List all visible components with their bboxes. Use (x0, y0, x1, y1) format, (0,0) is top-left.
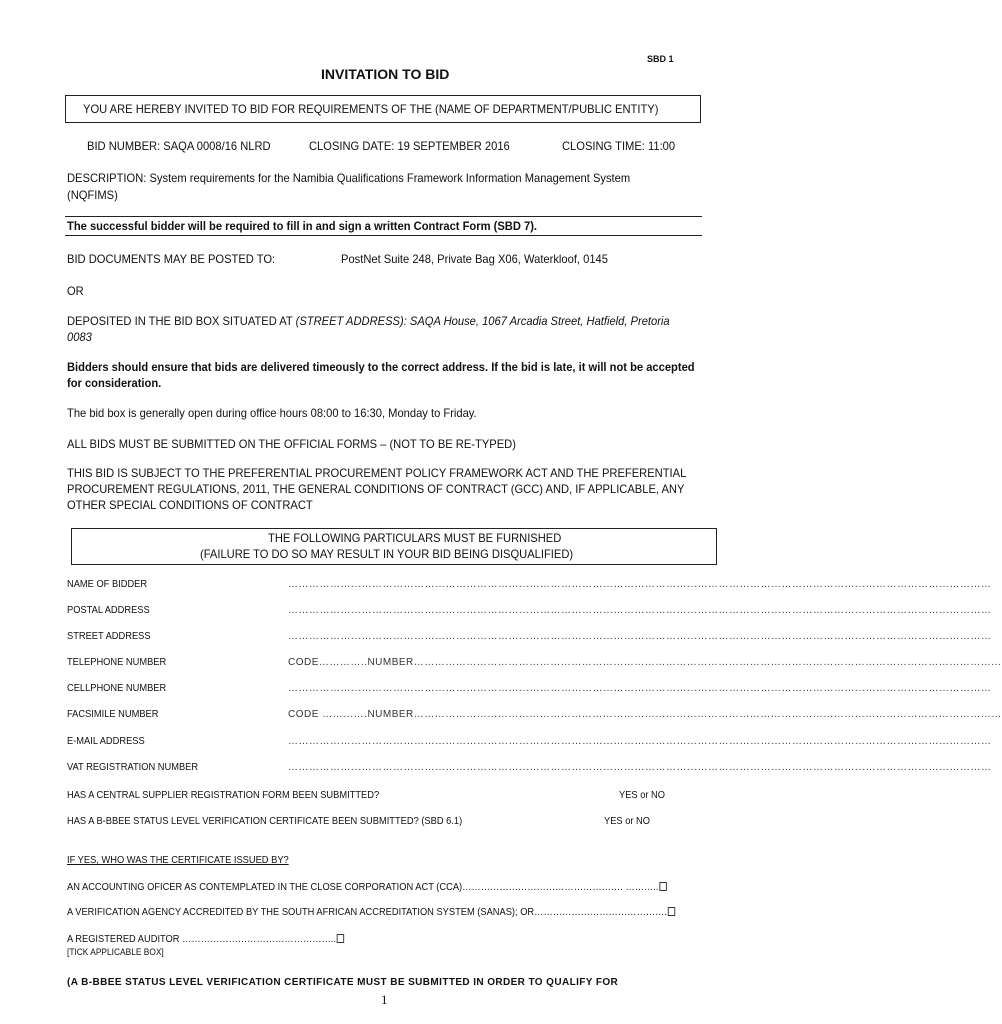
vat-field[interactable]: ………………………………………………………………………………………………………………………………………………………………………………… (288, 762, 992, 773)
contract-notice: The successful bidder will be required to fill in and sign a written Contract Form (SBD 7). (67, 219, 538, 233)
invitation-box (65, 95, 701, 123)
posted-to-address: PostNet Suite 248, Private Bag X06, Waterkloof, 0145 (341, 252, 608, 266)
name-of-bidder-label: NAME OF BIDDER (67, 579, 148, 590)
description-line2: (NQFIMS) (67, 188, 118, 202)
postal-address-label: POSTAL ADDRESS (67, 605, 150, 616)
page-title: INVITATION TO BID (321, 66, 450, 82)
facsimile-field[interactable]: CODE ………….NUMBER…………………………………………………………………………………………………………………………………………………… (288, 709, 1002, 720)
closing-date: CLOSING DATE: 19 SEPTEMBER 2016 (309, 139, 510, 153)
certificate-option-sanas-text: A VERIFICATION AGENCY ACCREDITED BY THE SOUTH AFRICAN ACCREDITATION SYSTEM (SANAS); OR……………………………………. (67, 907, 667, 918)
cca-checkbox[interactable] (659, 882, 666, 891)
invitation-text: YOU ARE HEREBY INVITED TO BID FOR REQUIREMENTS OF THE (NAME OF DEPARTMENT/PUBLIC ENTITY) (83, 102, 659, 116)
bbbee-bottom-notice: (A B-BBEE STATUS LEVEL VERIFICATION CERTIFICATE MUST BE SUBMITTED IN ORDER TO QUALIFY FOR (67, 977, 619, 988)
telephone-label: TELEPHONE NUMBER (67, 657, 167, 668)
particulars-box (71, 528, 717, 565)
deposit-line (67, 314, 670, 328)
office-hours: The bid box is generally open during office hours 08:00 to 16:30, Monday to Friday. (67, 406, 477, 420)
posted-to-label: BID DOCUMENTS MAY BE POSTED TO: (67, 252, 276, 266)
auditor-checkbox[interactable] (337, 934, 344, 943)
cellphone-label: CELLPHONE NUMBER (67, 683, 167, 694)
postal-address-field[interactable]: ………………………………………………………………………………………………………………………………………………………………………………… (288, 605, 992, 616)
certificate-option-cca-text: AN ACCOUNTING OFICER AS CONTEMPLATED IN THE CLOSE CORPORATION ACT (CCA)……………………………………………. ……….. (67, 882, 659, 893)
email-label: E-MAIL ADDRESS (67, 736, 145, 747)
particulars-line2: (FAILURE TO DO SO MAY RESULT IN YOUR BID BEING DISQUALIFIED) (200, 547, 574, 561)
street-address-field[interactable]: ………………………………………………………………………………………………………………………………………………………………………………… (288, 631, 992, 642)
closing-time: CLOSING TIME: 11:00 (562, 139, 676, 153)
description-line1: DESCRIPTION: System requirements for the Namibia Qualifications Framework Information Management System (67, 171, 631, 185)
particulars-line1: THE FOLLOWING PARTICULARS MUST BE FURNISHED (268, 531, 562, 545)
sanas-checkbox[interactable] (668, 907, 675, 916)
deposit-address: (STREET ADDRESS): SAQA House, 1067 Arcadia Street, Hatfield, Pretoria (295, 314, 670, 328)
divider-bottom (65, 235, 702, 236)
email-field[interactable]: ………………………………………………………………………………………………………………………………………………………………………………… (288, 736, 992, 747)
csd-answer[interactable]: YES or NO (619, 790, 666, 801)
divider-top (65, 216, 702, 217)
late-notice-line1: Bidders should ensure that bids are delivered timeously to the correct address. If the bid is late, it will not be accepted (67, 360, 695, 374)
certificate-heading: IF YES, WHO WAS THE CERTIFICATE ISSUED BY? (67, 855, 289, 866)
bid-number: BID NUMBER: SAQA 0008/16 NLRD (87, 139, 271, 153)
certificate-option-cca (67, 882, 667, 893)
certificate-option-auditor (67, 934, 344, 945)
street-address-label: STREET ADDRESS (67, 631, 151, 642)
subject-line3: OTHER SPECIAL CONDITIONS OF CONTRACT (67, 498, 313, 512)
late-notice-line2: for consideration. (67, 376, 162, 390)
or-text: OR (67, 284, 84, 298)
csd-question: HAS A CENTRAL SUPPLIER REGISTRATION FORM BEEN SUBMITTED? (67, 790, 380, 801)
certificate-option-sanas (67, 907, 675, 918)
bbbee-question: HAS A B-BBEE STATUS LEVEL VERIFICATION CERTIFICATE BEEN SUBMITTED? (SBD 6.1) (67, 816, 463, 827)
page-number: 1 (381, 992, 388, 1007)
deposit-address-line2: 0083 (67, 330, 92, 344)
name-of-bidder-field[interactable]: ………………………………………………………………………………………………………………………………………………………………………………… (288, 579, 992, 590)
official-forms-notice: ALL BIDS MUST BE SUBMITTED ON THE OFFICIAL FORMS – (NOT TO BE RE-TYPED) (67, 437, 516, 451)
telephone-field[interactable]: CODE…………..NUMBER…………………………………………………………………………………………………………………………………………………... (288, 657, 1002, 668)
certificate-option-auditor-text: A REGISTERED AUDITOR ………………………………………….. (67, 934, 337, 945)
subject-line2: PROCUREMENT REGULATIONS, 2011, THE GENERAL CONDITIONS OF CONTRACT (GCC) AND, IF APPLICABLE, ANY (67, 482, 685, 496)
cellphone-field[interactable]: ………………………………………………………………………………………………………………………………………………………………………………… (288, 683, 992, 694)
bbbee-answer[interactable]: YES or NO (604, 816, 651, 827)
tick-note: [TICK APPLICABLE BOX] (67, 947, 164, 957)
subject-line1: THIS BID IS SUBJECT TO THE PREFERENTIAL PROCUREMENT POLICY FRAMEWORK ACT AND THE PREFERENTIAL (67, 466, 687, 480)
vat-label: VAT REGISTRATION NUMBER (67, 762, 199, 773)
facsimile-label: FACSIMILE NUMBER (67, 709, 159, 720)
form-code: SBD 1 (647, 54, 674, 64)
deposit-prefix: DEPOSITED IN THE BID BOX SITUATED AT (67, 314, 296, 328)
